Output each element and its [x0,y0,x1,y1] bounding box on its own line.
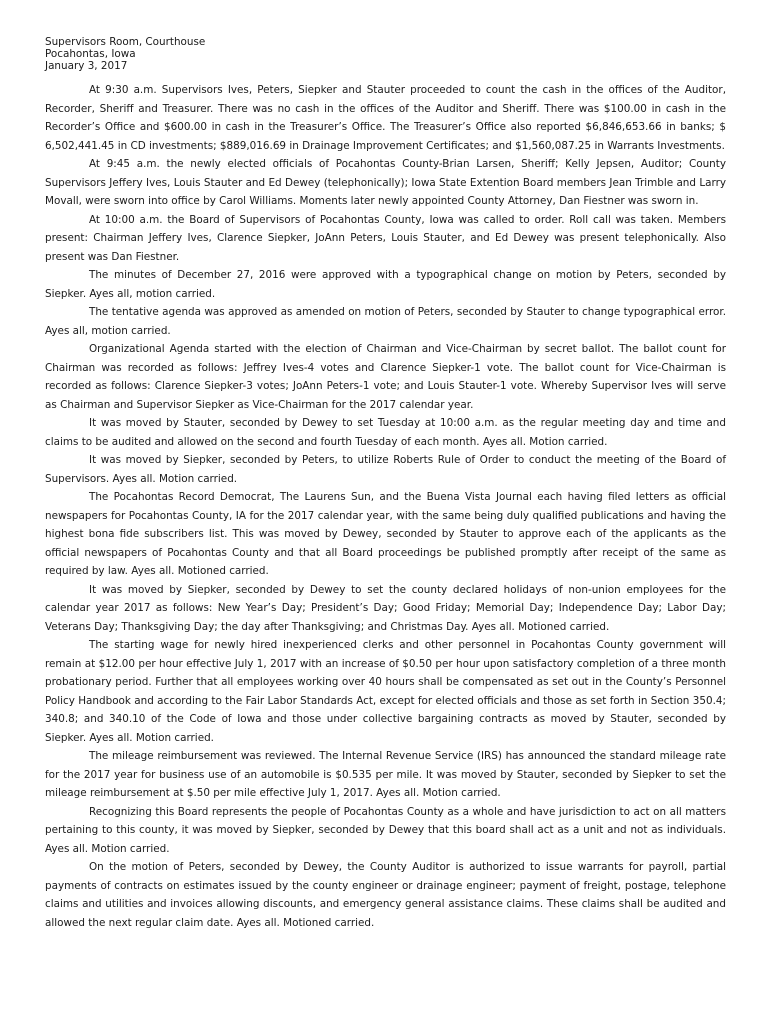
minutes-body [45,81,726,932]
header-city: Pocahontas, Iowa [45,48,136,60]
paragraph-mileage: The mileage reimbursement was reviewed. The Internal Revenue Service (IRS) has announced the standard mileage rate for the 2017 year for business use of an automobile is $0.535 per mile. It was moved by Stauter, seconded by Siepker to set the mileage reimbursement at $.50 per mile effective July 1, 2017. Ayes all. Motion carried. [45,750,726,799]
paragraph-official-newspapers: The Pocahontas Record Democrat, The Laurens Sun, and the Buena Vista Journal each having filed letters as official newspapers for Pocahontas County, IA for the 2017 calendar year, with the same being duly qualified publications and having the highest bona fide subscribers list. This was moved by Dewey, seconded by Stauter to approve each of the applicants as the official newspapers of Pocahontas County and that all Board proceedings be published promptly after receipt of the same as required by law. Ayes all. Motioned carried. [45,491,726,577]
paragraph-agenda-approval: The tentative agenda was approved as amended on motion of Peters, seconded by Stauter to change typographical error. Ayes all, motion carried. [45,306,726,337]
paragraph-cash-count: At 9:30 a.m. Supervisors Ives, Peters, Siepker and Stauter proceeded to count the cash in the offices of the Auditor, Recorder, Sheriff and Treasurer. There was no cash in the offices of the Auditor and Sheriff. There was $100.00 in cash in the Recorder’s Office and $600.00 in cash in the Treasurer’s Office. The Treasurer’s Office also reported $6,846,653.66 in banks; $ 6,502,441.45 in CD investments; $889,016.69 in Drainage Improvement Certificates; and $1,560,087.25 in Warrants Investments. [45,84,726,152]
paragraph-swearing-in: At 9:45 a.m. the newly elected officials of Pocahontas County-Brian Larsen, Sheriff; Kelly Jepsen, Auditor; County Supervisors Jeffery Ives, Louis Stauter and Ed Dewey (telephonically); Iowa State Extention Board members Jean Trimble and Larry Movall, were sworn into office by Carol Williams. Moments later newly appointed County Attorney, Dan Fiestner was sworn in. [45,158,726,207]
paragraph-holidays: It was moved by Siepker, seconded by Dewey to set the county declared holidays of non-union employees for the calendar year 2017 as follows: New Year’s Day; President’s Day; Good Friday; Memorial Day; Independence Day; Labor Day; Veterans Day; Thanksgiving Day; the day after Thanksgiving; and Christmas Day. Ayes all. Motioned carried. [45,583,726,633]
header-location: Supervisors Room, Courthouse [45,36,206,48]
paragraph-chairman-election: Organizational Agenda started with the election of Chairman and Vice-Chairman by secret ballot. The ballot count for Chairman was recorded as follows: Jeffrey Ives-4 votes and Clarence Siepker-1 vote. The ballot count for Vice-Chairman is recorded as follows: Clarence Siepker-3 votes; JoAnn Peters-1 vote; and Louis Stauter-1 vote. Whereby Supervisor Ives will serve as Chairman and Supervisor Siepker as Vice-Chairman for the 2017 calendar year. [45,343,726,411]
paragraph-act-as-unit: Recognizing this Board represents the people of Pocahontas County as a whole and have jurisdiction to act on all matters pertaining to this county, it was moved by Siepker, seconded by Dewey that this board shall act as a unit and not as individuals. Ayes all. Motion carried. [45,805,726,855]
paragraph-call-to-order: At 10:00 a.m. the Board of Supervisors of Pocahontas County, Iowa was called to order. Roll call was taken. Members present: Chairman Jeffery Ives, Clarence Siepker, JoAnn Peters, Louis Stauter, and Ed Dewey was present telephonically. Also present was Dan Fiestner. [45,213,726,263]
paragraph-minutes-approval: The minutes of December 27, 2016 were approved with a typographical change on motion by Peters, seconded by Siepker. Ayes all, motion carried. [45,269,726,300]
paragraph-meeting-day: It was moved by Stauter, seconded by Dewey to set Tuesday at 10:00 a.m. as the regular meeting day and time and claims to be audited and allowed on the second and fourth Tuesday of each month. Ayes all. Motion carried. [45,417,726,448]
document-header [45,36,726,72]
paragraph-warrants: On the motion of Peters, seconded by Dewey, the County Auditor is authorized to issue warrants for payroll, partial payments of contracts on estimates issued by the county engineer or drainage engineer; payment of freight, postage, telephone claims and utilities and invoices allowing discounts, and emergency general assistance claims. These claims shall be audited and allowed the next regular claim date. Ayes all. Motioned carried. [45,861,726,929]
paragraph-roberts-rules: It was moved by Siepker, seconded by Peters, to utilize Roberts Rule of Order to conduct the meeting of the Board of Supervisors. Ayes all. Motion carried. [45,454,726,485]
paragraph-starting-wage: The starting wage for newly hired inexperienced clerks and other personnel in Pocahontas County government will remain at $12.00 per hour effective July 1, 2017 with an increase of $0.50 per hour upon satisfactory completion of a three month probationary period. Further that all employees working over 40 hours shall be compensated as set out in the County’s Personnel Policy Handbook and according to the Fair Labor Standards Act, except for elected officials and those as set forth in Section 350.4; 340.8; and 340.10 of the Code of Iowa and those under collective bargaining contracts as moved by Stauter, seconded by Siepker. Ayes all. Motion carried. [45,639,726,744]
header-date: January 3, 2017 [45,60,128,72]
